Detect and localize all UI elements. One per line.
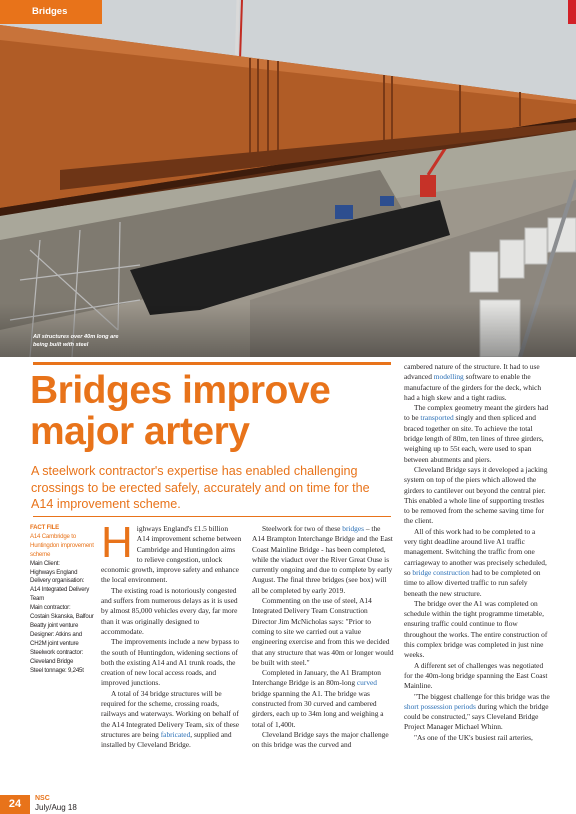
paragraph: Commenting on the use of steel, A14 Integrated Delivery Team Construction Director Jim McNicholas says: "Prior to coming to site we carried out a value engineering exercise and from this we decided that any structure that was 40m or longer would be built with steel." <box>252 596 394 667</box>
paragraph <box>101 689 242 751</box>
issue-date: July/Aug 18 <box>35 803 77 812</box>
fact-file-line: Cleveland Bridge <box>30 657 74 665</box>
paragraph: The existing road is notoriously congested and suffers from numerous delays as it is used by almost 85,000 vehicles every day, far more than it was originally designed to accommodate. <box>101 585 238 636</box>
inline-link[interactable]: short possession periods <box>404 701 476 711</box>
inline-link[interactable]: modelling <box>433 372 464 382</box>
paragraph <box>404 403 550 465</box>
paragraph: The improvements include a new bypass to the south of Huntingdon, widening sections of both the existing A14 and A1 trunk roads, the creation of new local access roads, and improved junctions. <box>101 637 240 688</box>
fact-file-line: Main contractor: <box>30 604 71 612</box>
standfirst: A steelwork contractor's expertise has enabled challenging crossings to be erected safely, accurately and on time for the A14 improvement scheme. <box>31 464 370 511</box>
standfirst-rule <box>33 516 391 517</box>
inline-link[interactable]: transported <box>420 413 454 423</box>
paragraph-text: cambered nature of the structure. It had to use advanced <box>404 362 540 382</box>
fact-file-line: Designer: Atkins and CH2M joint venture <box>30 630 82 647</box>
inline-link[interactable]: bridge construction <box>412 567 470 577</box>
paragraph: "As one of the UK's busiest rail arteries, <box>414 732 533 742</box>
fact-file-title: A14 Cambridge to Huntingdon improvement scheme <box>30 532 94 558</box>
paragraph-text: ighways England's £1.5 billion A14 improvement scheme between Cambridge and Huntingdon aims to relieve congestion, unlock economic growth, improve safety and enhance the local environment. <box>101 524 242 585</box>
paragraph-text: "The biggest challenge for this bridge was the <box>414 691 550 701</box>
inline-link[interactable]: curved <box>356 678 377 688</box>
paragraph-text: The complex geometry meant the girders had to be <box>404 403 549 423</box>
paragraph: A different set of challenges was negotiated for the 40m-long bridge spanning the East Coast Mainline. <box>404 660 548 691</box>
body-column-2 <box>252 524 394 751</box>
paragraph-text: Completed in January, the A1 Brampton Interchange Bridge is an 80m-long <box>252 668 381 688</box>
inline-link[interactable]: bridges <box>342 524 365 533</box>
paragraph-text: software to enable the manufacture of the girders for the deck, which had a high skew and a tight radius. <box>404 372 542 402</box>
body-column-3 <box>404 362 550 743</box>
section-tab <box>0 0 102 24</box>
body-column-1 <box>101 518 242 751</box>
headline-line-2: major artery <box>30 410 250 453</box>
paragraph: The bridge over the A1 was completed on schedule within the tight programme timetable, ensuring traffic could continue to flow throughout the works. The entire construction of this complex bridge was completed in just nine weeks. <box>404 598 548 660</box>
paragraph <box>252 668 394 730</box>
photo-caption: All structures over 40m long are being built with steel <box>33 334 119 348</box>
paragraph <box>252 524 394 596</box>
fact-file-line: Steel tonnage: 9,245t <box>30 666 84 674</box>
paragraph-text: had to be completed on time to allow diverted traffic to run safely beneath the new structure. <box>404 567 541 598</box>
paragraph-text: A total of 34 bridge structures will be required for the scheme, crossing roads, railways and waterways. Working on behalf of the A14 Integrated Delivery Team, six of these structures are being <box>101 688 240 739</box>
paragraph: Cleveland Bridge says the major challenge on this bridge was the curved and <box>252 729 389 750</box>
bridge-construction-image <box>0 0 576 357</box>
headline <box>30 370 400 452</box>
section-label: Bridges <box>32 6 68 17</box>
paragraph <box>101 518 242 586</box>
paragraph-text: – the A14 Brampton Interchange Bridge and the East Coast Mainline Bridge - has been completed, while the viaduct over the River Great Ouse is currently ongoing and due to complete by early August. The final three bridges (see box) will all be completed by early 2019. <box>252 524 393 595</box>
headline-line-1: Bridges improve <box>30 369 331 412</box>
fact-file-line: Delivery organisation: <box>30 577 85 585</box>
drop-cap: H <box>101 518 133 567</box>
paragraph-text: bridge spanning the A1. The bridge was constructed from 30 curved and cambered girders, each up to 34m long and weighing a total of 1,400t. <box>252 688 384 729</box>
corner-flag <box>568 0 576 24</box>
fact-file-line: Highways England <box>30 568 78 576</box>
headline-rule <box>33 362 391 365</box>
paragraph: Cleveland Bridge says it developed a jacking system on top of the piers which allowed the girders to cantilever out beyond the central pier. This enabled a whole line of supporting trestles to be removed from the scheme saving time for the client. <box>404 464 548 526</box>
paragraph <box>404 527 550 599</box>
fact-file-line: Main Client: <box>30 559 60 567</box>
hero-photo <box>0 0 576 357</box>
paragraph-text: Steelwork for two of these <box>262 524 343 533</box>
paragraph-text: singly and then spliced and braced together on site. To achieve the total bridge length of 80m, ten lines of three girders, weighing up to 55t each, were used to span between abutments and piers. <box>404 413 544 464</box>
paragraph <box>404 692 550 733</box>
paragraph-text: All of this work had to be completed to a very tight deadline around live A1 traffic management. Switching the traffic from one carriageway to another was precisely scheduled, so <box>404 526 547 577</box>
magazine-name: NSC <box>35 795 50 802</box>
paragraph-text: , supplied and installed by Cleveland Bridge. <box>101 729 232 750</box>
fact-file-line: Costain Skanska, Balfour Beatty joint venture <box>30 613 94 629</box>
fact-file-head: FACT FILE <box>30 524 60 531</box>
fact-file-line: Steelwork contractor: <box>30 648 84 656</box>
inline-link[interactable]: fabricated <box>160 729 191 739</box>
fact-file <box>30 524 98 675</box>
paragraph-text: during which the bridge could be constructed," says Cleveland Bridge Project Manager Michael Whinn. <box>404 701 549 732</box>
fact-file-line: A14 Integrated Delivery Team <box>30 586 90 603</box>
page-number: 24 <box>0 795 30 814</box>
paragraph <box>404 362 550 403</box>
